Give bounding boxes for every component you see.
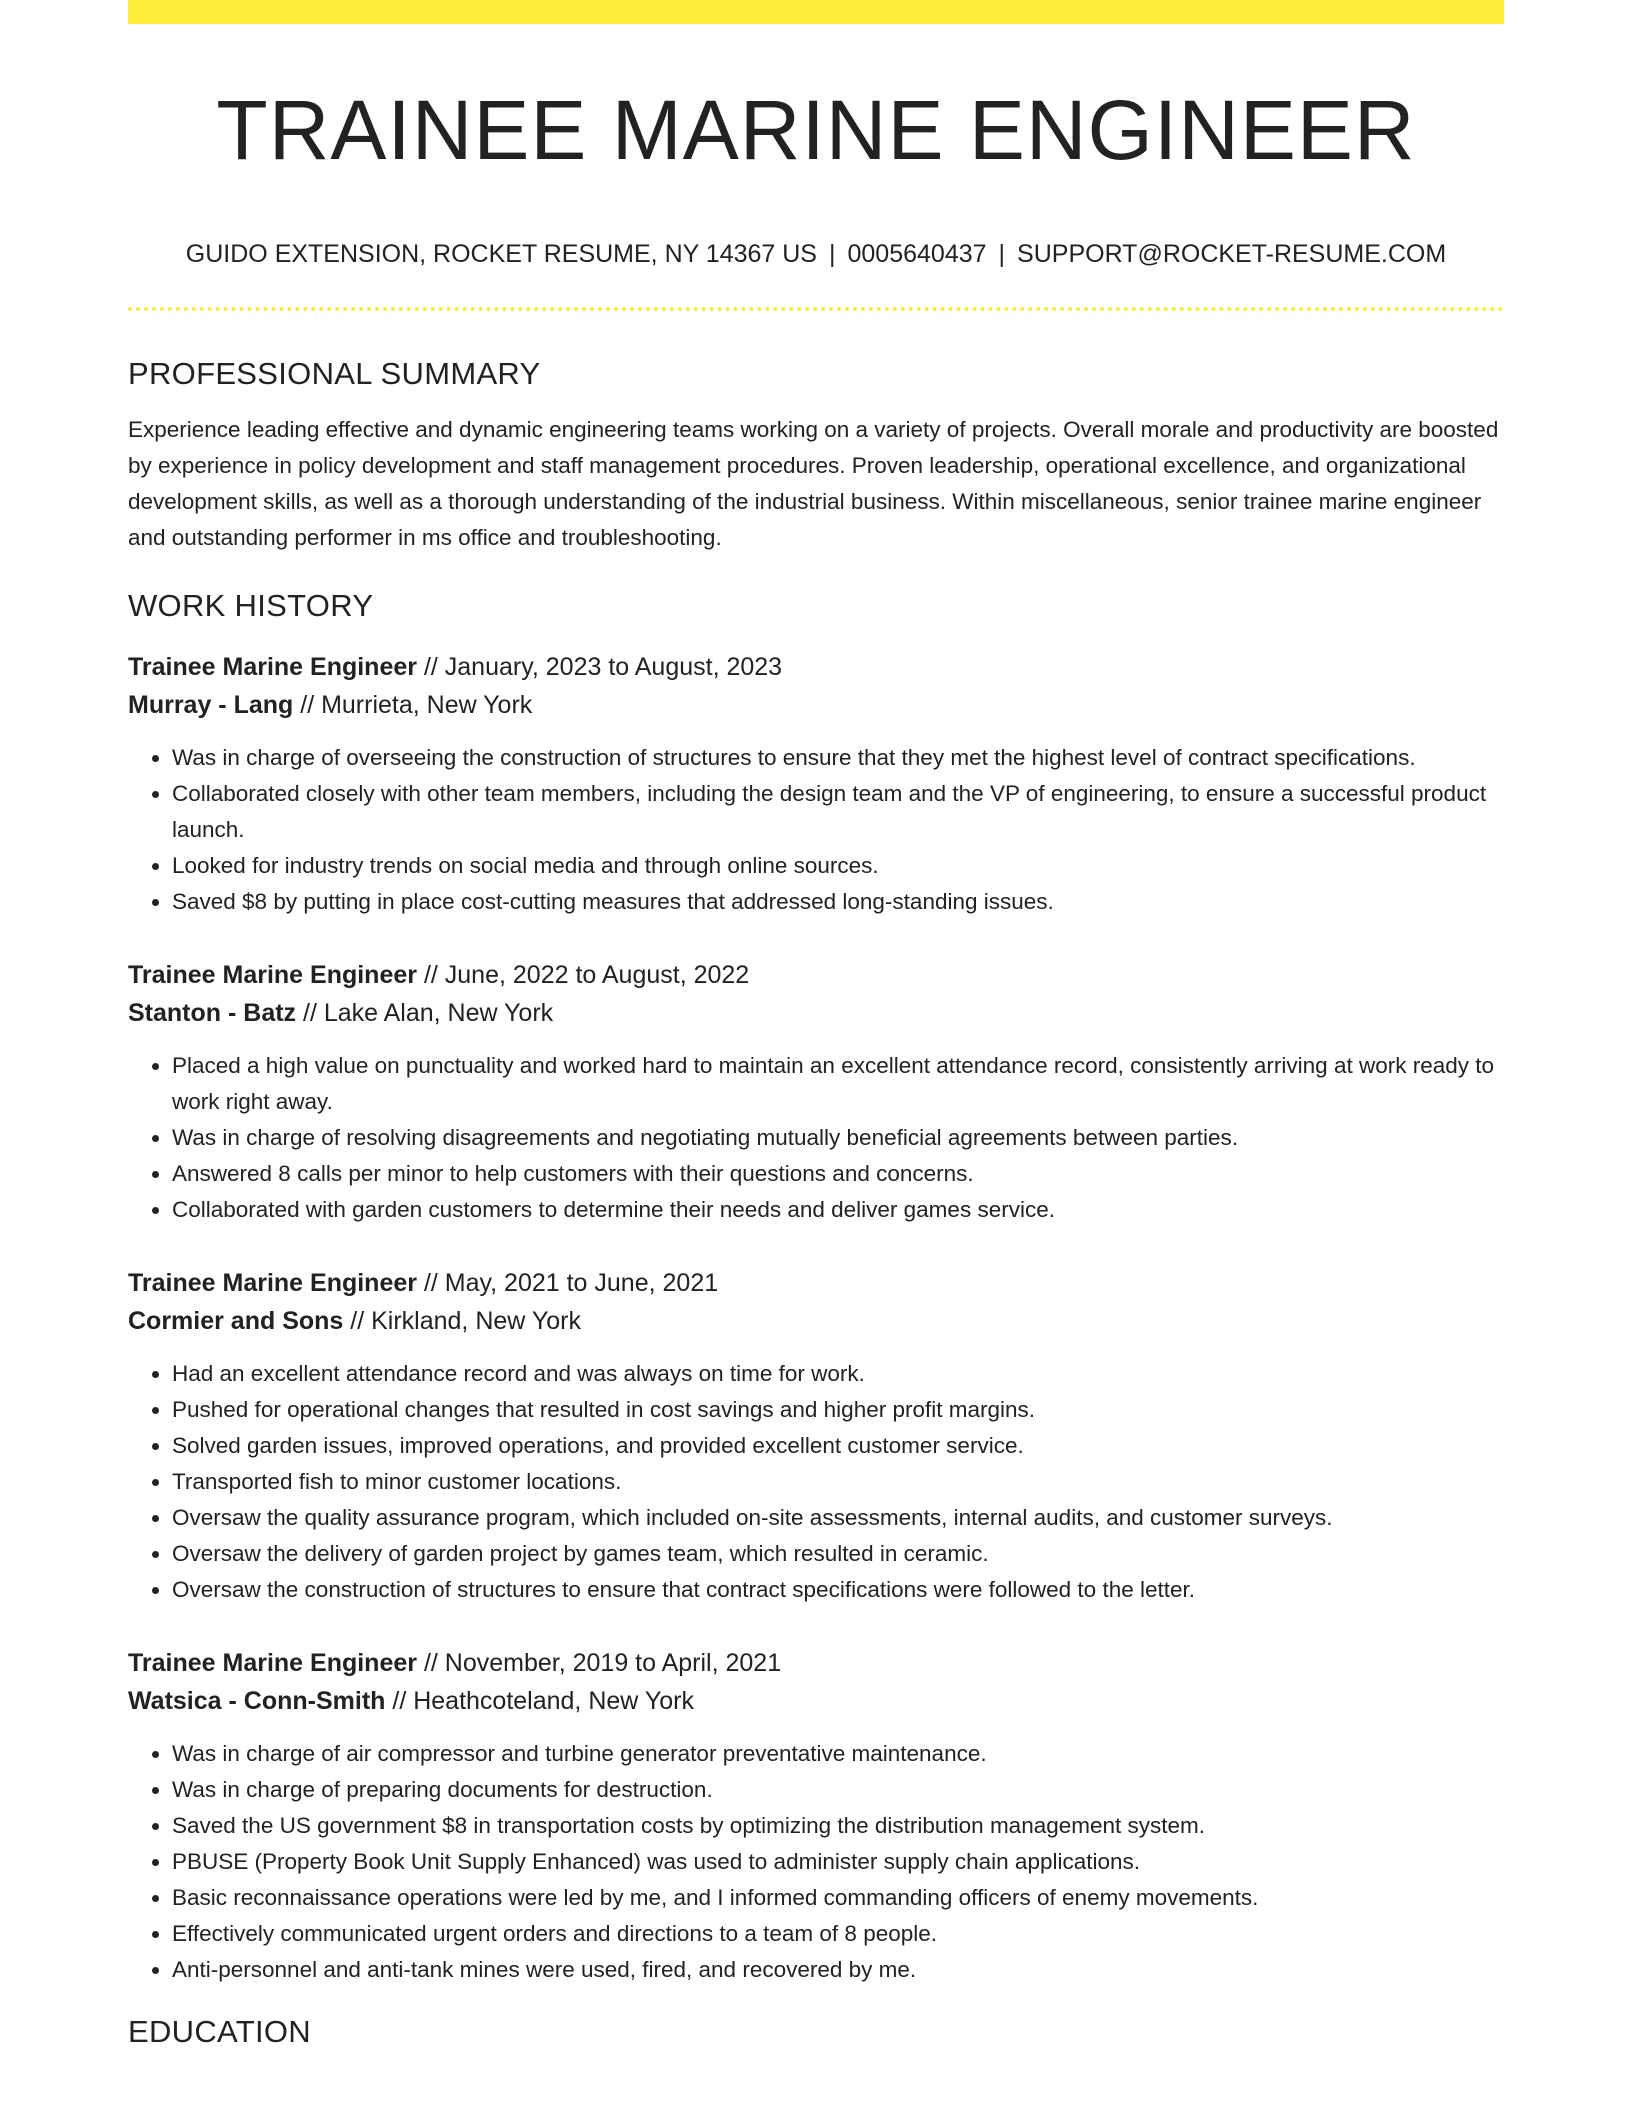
contact-separator: |	[998, 240, 1006, 268]
job-company: Watsica - Conn-Smith	[128, 1687, 386, 1715]
job-title: Trainee Marine Engineer	[128, 653, 417, 681]
work-history-section	[128, 584, 1504, 1988]
job-bullet-list	[128, 1736, 1504, 1988]
resume-content	[128, 352, 1504, 2054]
job-title-line	[128, 1264, 1504, 1302]
job-bullet: • Placed a high value on punctuality and worked hard to maintain an excellent attendance record, consistently arriving at work ready to work right away.	[172, 1048, 1504, 1120]
job-title: Trainee Marine Engineer	[128, 1649, 417, 1677]
job-company-line	[128, 1302, 1504, 1340]
job-bullet: • Oversaw the quality assurance program, which included on-site assessments, internal audits, and customer surveys.	[172, 1500, 1504, 1536]
accent-top-bar	[128, 0, 1504, 24]
job-title-line	[128, 956, 1504, 994]
job-title: Trainee Marine Engineer	[128, 1269, 417, 1297]
job-bullet: • Solved garden issues, improved operations, and provided excellent customer service.	[172, 1428, 1504, 1464]
contact-phone: 0005640437	[847, 240, 987, 268]
job-bullet: • Looked for industry trends on social media and through online sources.	[172, 848, 1504, 884]
job-title-line	[128, 1644, 1504, 1682]
contact-separator: |	[829, 240, 836, 268]
job-bullet: • Collaborated with garden customers to determine their needs and deliver games service.	[172, 1192, 1504, 1228]
job-bullet: • Had an excellent attendance record and was always on time for work.	[172, 1356, 1504, 1392]
job-bullet: • Anti-personnel and anti-tank mines were used, fired, and recovered by me.	[172, 1952, 1504, 1988]
summary-text: Experience leading effective and dynamic engineering teams working on a variety of projects. Overall morale and productivity are boosted by experience in policy development and staff management procedures. Proven leadership, operational excellence, and organizational development skills, as well as a thorough understanding of the industrial business. Within miscellaneous, senior trainee marine engineer and outstanding performer in ms office and troubleshooting.	[128, 417, 1499, 550]
job-list	[128, 648, 1504, 1988]
job-bullet: • Was in charge of air compressor and turbine generator preventative maintenance.	[172, 1736, 1504, 1772]
job-entry	[128, 956, 1504, 1228]
job-bullet: • Answered 8 calls per minor to help customers with their questions and concerns.	[172, 1156, 1504, 1192]
job-location: // Kirkland, New York	[343, 1307, 581, 1335]
job-dates: // January, 2023 to August, 2023	[417, 653, 783, 681]
contact-email[interactable]: SUPPORT@ROCKET-RESUME.COM	[1017, 240, 1447, 268]
job-bullet-list	[128, 740, 1504, 920]
work-history-heading: WORK HISTORY	[128, 588, 374, 623]
job-company: Murray - Lang	[128, 691, 294, 719]
job-company-line	[128, 994, 1504, 1032]
job-company: Stanton - Batz	[128, 999, 297, 1027]
job-company-line	[128, 1682, 1504, 1720]
job-bullet: • Collaborated closely with other team members, including the design team and the VP of engineering, to ensure a successful product launch.	[172, 776, 1504, 848]
job-bullet: • Was in charge of resolving disagreements and negotiating mutually beneficial agreements between parties.	[172, 1120, 1504, 1156]
job-bullet: • PBUSE (Property Book Unit Supply Enhanced) was used to administer supply chain applications.	[172, 1844, 1504, 1880]
job-dates: // May, 2021 to June, 2021	[417, 1269, 719, 1297]
job-bullet: • Effectively communicated urgent orders and directions to a team of 8 people.	[172, 1916, 1504, 1952]
job-bullet-list	[128, 1048, 1504, 1228]
job-location: // Lake Alan, New York	[296, 999, 554, 1027]
job-bullet-list	[128, 1356, 1504, 1608]
job-entry	[128, 1264, 1504, 1608]
job-entry	[128, 1644, 1504, 1988]
job-bullet: • Oversaw the delivery of garden project by games team, which resulted in ceramic.	[172, 1536, 1504, 1572]
education-section	[128, 2010, 1504, 2054]
job-bullet: • Saved the US government $8 in transportation costs by optimizing the distribution management system.	[172, 1808, 1504, 1844]
job-title-line	[128, 648, 1504, 686]
job-title: Trainee Marine Engineer	[128, 961, 417, 989]
contact-line	[128, 236, 1504, 272]
job-bullet: • Pushed for operational changes that resulted in cost savings and higher profit margins.	[172, 1392, 1504, 1428]
job-company: Cormier and Sons	[128, 1307, 344, 1335]
job-bullet: • Oversaw the construction of structures to ensure that contract specifications were followed to the letter.	[172, 1572, 1504, 1608]
contact-address: GUIDO EXTENSION, ROCKET RESUME, NY 14367 US	[185, 240, 817, 268]
dotted-divider	[128, 307, 1504, 311]
job-company-line	[128, 686, 1504, 724]
resume-name: TRAINEE MARINE ENGINEER	[216, 83, 1416, 177]
job-bullet: • Transported fish to minor customer locations.	[172, 1464, 1504, 1500]
summary-heading: PROFESSIONAL SUMMARY	[128, 356, 541, 391]
job-dates: // November, 2019 to April, 2021	[417, 1649, 782, 1677]
job-location: // Murrieta, New York	[293, 691, 533, 719]
job-bullet: • Was in charge of overseeing the construction of structures to ensure that they met the highest level of contract specifications.	[172, 740, 1504, 776]
job-bullet: • Saved $8 by putting in place cost-cutting measures that addressed long-standing issues.	[172, 884, 1504, 920]
education-heading: EDUCATION	[128, 2014, 311, 2049]
job-entry	[128, 648, 1504, 920]
job-dates: // June, 2022 to August, 2022	[417, 961, 750, 989]
job-bullet: • Basic reconnaissance operations were led by me, and I informed commanding officers of enemy movements.	[172, 1880, 1504, 1916]
job-bullet: • Was in charge of preparing documents for destruction.	[172, 1772, 1504, 1808]
summary-section	[128, 352, 1504, 556]
job-location: // Heathcoteland, New York	[385, 1687, 694, 1715]
